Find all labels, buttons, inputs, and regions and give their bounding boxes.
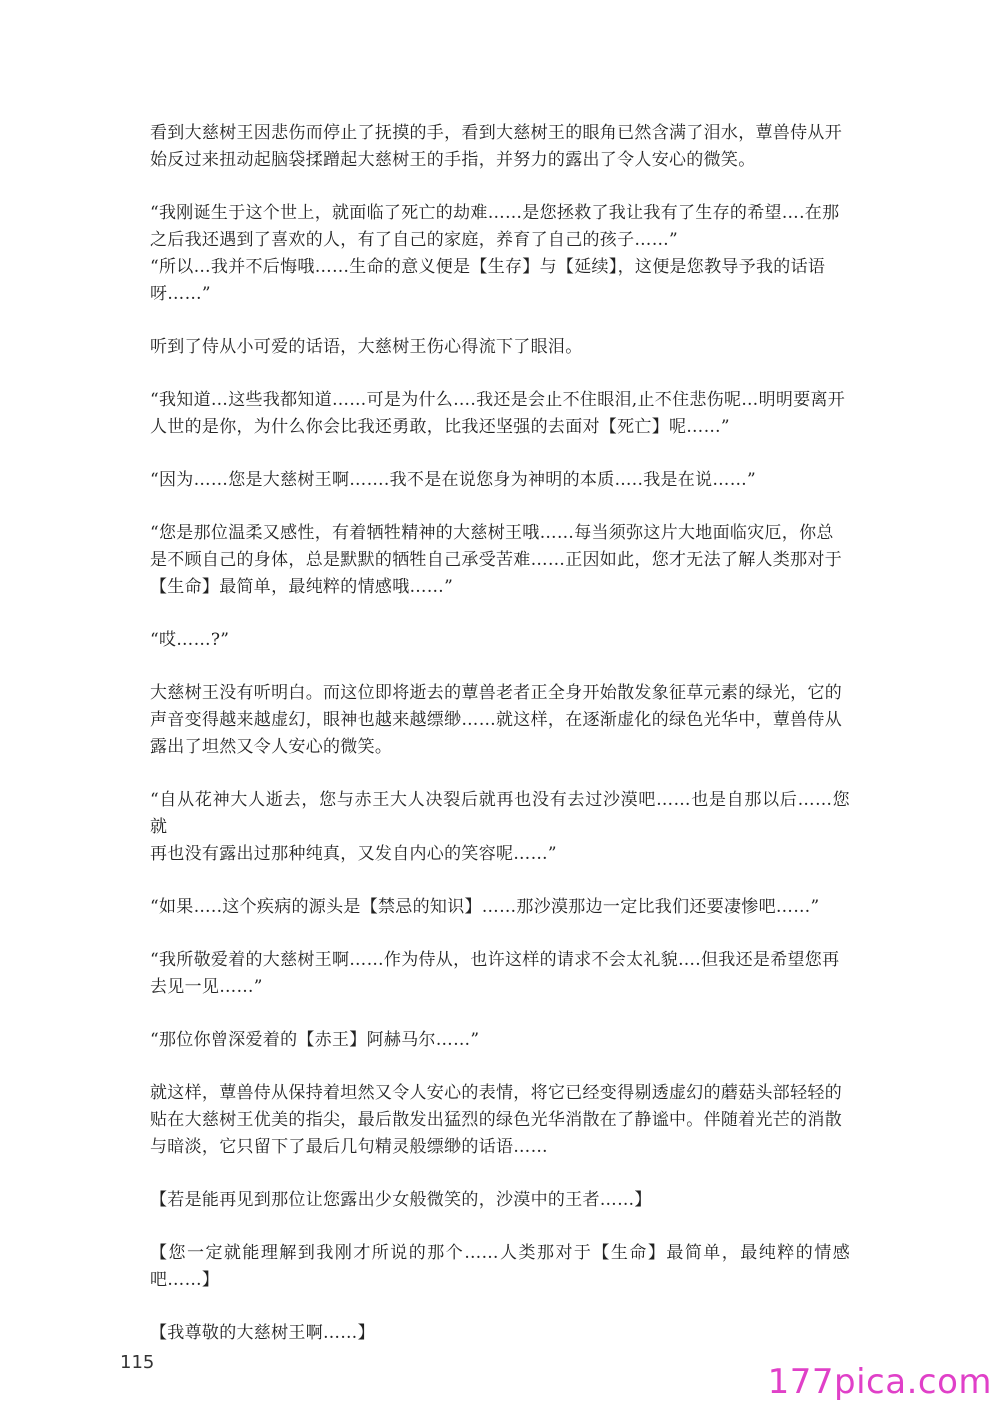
text-line: “所以…我并不后悔哦……生命的意义便是【生存】与【延续】，这便是您教导予我的话语 (150, 257, 826, 277)
paragraph (150, 334, 850, 361)
watermark-link[interactable]: 177pica.com (767, 1362, 992, 1402)
text-line: 露出了坦然又令人安心的微笑。 (150, 737, 393, 757)
text-line: 【若是能再见到那位让您露出少女般微笑的，沙漠中的王者……】 (150, 1190, 652, 1210)
text-line: 再也没有露出过那种纯真，又发自内心的笑容呢……” (150, 844, 557, 864)
text-line: 人世的是你，为什么你会比我还勇敢，比我还坚强的去面对【死亡】呢……” (150, 417, 730, 437)
text-line: “我所敬爱着的大慈树王啊……作为侍从，也许这样的请求不会太礼貌….但我还是希望您再 (150, 950, 840, 970)
text-line: “您是那位温柔又感性，有着牺牲精神的大慈树王哦……每当须弥这片大地面临灾厄，你总 (150, 523, 834, 543)
paragraph (150, 254, 850, 308)
paragraph (150, 1080, 850, 1161)
paragraph (150, 894, 850, 921)
text-line: 始反过来扭动起脑袋揉蹭起大慈树王的手指，并努力的露出了令人安心的微笑。 (150, 150, 756, 170)
paragraph (150, 200, 850, 254)
paragraph (150, 787, 850, 868)
text-line: 去见一见……” (150, 977, 263, 997)
paragraph (150, 467, 850, 494)
paragraph (150, 947, 850, 1001)
text-line: “哎……?” (150, 630, 230, 650)
text-line: 是不顾自己的身体，总是默默的牺牲自己承受苦难……正因如此，您才无法了解人类那对于 (150, 550, 842, 570)
paragraph (150, 1187, 850, 1214)
text-line: 听到了侍从小可爱的话语，大慈树王伤心得流下了眼泪。 (150, 337, 583, 357)
text-line: 【生命】最简单，最纯粹的情感哦……” (150, 577, 454, 597)
paragraph (150, 1027, 850, 1054)
text-line: “那位你曾深爱着的【赤王】阿赫马尔……” (150, 1030, 480, 1050)
paragraph (150, 520, 850, 601)
text-line: 贴在大慈树王优美的指尖，最后散发出猛烈的绿色光华消散在了静谧中。伴随着光芒的消散 (150, 1110, 842, 1130)
text-line: 与暗淡，它只留下了最后几句精灵般缥缈的话语…… (150, 1137, 548, 1157)
text-line: 【您一定就能理解到我刚才所说的那个……人类那对于【生命】最简单，最纯粹的情感吧……】 (150, 1243, 850, 1290)
page-number: 115 (120, 1352, 155, 1373)
paragraph (150, 1320, 850, 1347)
text-line: 看到大慈树王因悲伤而停止了抚摸的手，看到大慈树王的眼角已然含满了泪水，蕈兽侍从开 (150, 123, 842, 143)
text-line: “自从花神大人逝去，您与赤王大人决裂后就再也没有去过沙漠吧……也是自那以后……您就 (150, 790, 850, 837)
paragraph (150, 387, 850, 441)
text-line: 之后我还遇到了喜欢的人，有了自己的家庭，养育了自己的孩子……” (150, 230, 678, 250)
text-line: “如果…..这个疾病的源头是【禁忌的知识】……那沙漠那边一定比我们还要凄惨吧……” (150, 897, 820, 917)
paragraph (150, 680, 850, 761)
text-line: “我知道…这些我都知道……可是为什么….我还是会止不住眼泪,止不住悲伤呢…明明要离开 (150, 390, 846, 410)
text-line: “因为……您是大慈树王啊…….我不是在说您身为神明的本质…..我是在说……” (150, 470, 756, 490)
body-text (150, 120, 850, 1373)
paragraph (150, 627, 850, 654)
text-line: 声音变得越来越虚幻，眼神也越来越缥缈……就这样，在逐渐虚化的绿色光华中，蕈兽侍从 (150, 710, 842, 730)
text-line: “我刚诞生于这个世上，就面临了死亡的劫难……是您拯救了我让我有了生存的希望….在那 (150, 203, 840, 223)
text-line: 大慈树王没有听明白。而这位即将逝去的蕈兽老者正全身开始散发象征草元素的绿光，它的 (150, 683, 842, 703)
text-line: 就这样，蕈兽侍从保持着坦然又令人安心的表情，将它已经变得剔透虚幻的蘑菇头部轻轻的 (150, 1083, 842, 1103)
text-line: 呀……” (150, 284, 211, 304)
paragraph (150, 1240, 850, 1294)
paragraph (150, 120, 850, 174)
text-line: 【我尊敬的大慈树王啊……】 (150, 1323, 375, 1343)
